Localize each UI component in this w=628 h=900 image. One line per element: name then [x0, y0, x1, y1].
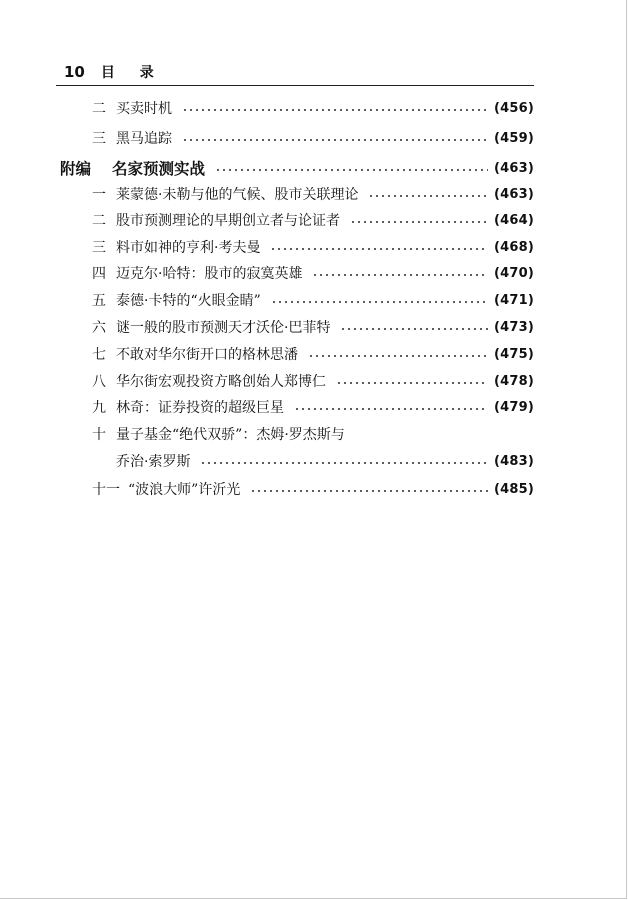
toc-entry	[64, 234, 534, 260]
entry-number: 七	[92, 347, 106, 363]
toc-entry	[64, 207, 534, 233]
leader-dots	[336, 382, 488, 384]
toc-entry	[64, 314, 534, 340]
entry-page: (479)	[493, 399, 534, 415]
toc-entry	[64, 260, 534, 286]
entry-title: 乔治·索罗斯	[116, 454, 191, 470]
entry-number: 十	[92, 427, 106, 443]
entry-title: 泰德·卡特的“火眼金睛”	[116, 293, 261, 309]
leader-dots	[182, 139, 488, 141]
leader-dots	[350, 221, 488, 223]
leader-dots	[271, 301, 488, 303]
entry-title: 料市如神的亨利·考夫曼	[116, 240, 261, 256]
entry-number: 四	[92, 266, 106, 282]
entry-number: 二	[92, 101, 106, 117]
leader-dots	[308, 355, 488, 357]
toc-entry-continuation	[64, 448, 534, 474]
entry-title: 莱蒙德·未勒与他的气候、股市关联理论	[116, 187, 359, 203]
entry-number: 十一	[92, 482, 120, 498]
entry-page: (468)	[493, 239, 534, 255]
toc-entry	[64, 368, 534, 394]
toc-part-heading	[60, 155, 534, 181]
leader-dots	[340, 328, 488, 330]
entry-number: 六	[92, 320, 106, 336]
entry-title: 华尔街宏观投资方略创始人郑博仁	[116, 374, 326, 390]
leader-dots	[200, 462, 488, 464]
leader-dots	[270, 248, 488, 250]
header-rule	[56, 85, 534, 86]
toc-entry	[64, 181, 534, 207]
entry-page: (485)	[493, 481, 534, 497]
entry-page: (473)	[493, 319, 534, 335]
entry-title: 股市预测理论的早期创立者与论证者	[116, 213, 340, 229]
toc-entry	[64, 125, 534, 151]
entry-page: (464)	[493, 212, 534, 228]
entry-page: (471)	[493, 292, 534, 308]
entry-number: 五	[92, 293, 106, 309]
toc-entry	[64, 95, 534, 121]
entry-number: 三	[92, 131, 106, 147]
entry-title: “波浪大师”许沂光	[128, 482, 241, 498]
toc-entry	[64, 287, 534, 313]
entry-title: 黑马追踪	[116, 131, 172, 147]
leader-dots	[368, 195, 488, 197]
entry-title: 迈克尔·哈特：股市的寂寞英雄	[116, 266, 303, 282]
entry-number: 一	[92, 187, 106, 203]
entry-page: (456)	[493, 100, 534, 116]
entry-title: 量子基金“绝代双骄”：杰姆·罗杰斯与	[116, 427, 345, 443]
entry-title: 林奇：证券投资的超级巨星	[116, 400, 284, 416]
leader-dots	[312, 274, 488, 276]
entry-number: 三	[92, 240, 106, 256]
leader-dots	[215, 169, 488, 171]
entry-page: (483)	[493, 453, 534, 469]
entry-page: (463)	[493, 186, 534, 202]
entry-title: 买卖时机	[116, 101, 172, 117]
entry-number: 九	[92, 400, 106, 416]
leader-dots	[294, 408, 488, 410]
leader-dots	[250, 490, 488, 492]
entry-page: (459)	[493, 130, 534, 146]
entry-title: 不敢对华尔街开口的格林思潘	[116, 347, 298, 363]
part-label: 附编	[60, 160, 92, 178]
running-header	[64, 62, 164, 82]
entry-page: (478)	[493, 373, 534, 389]
toc-entry	[64, 476, 534, 502]
entry-number: 二	[92, 213, 106, 229]
page-number: 10	[64, 63, 85, 81]
entry-page: (470)	[493, 265, 534, 281]
toc-entry	[64, 341, 534, 367]
entry-page: (475)	[493, 346, 534, 362]
leader-dots	[182, 109, 488, 111]
entry-page: (463)	[493, 160, 534, 176]
entry-number: 八	[92, 374, 106, 390]
entry-title: 谜一般的股市预测天才沃伦·巴菲特	[116, 320, 331, 336]
part-title: 名家预测实战	[112, 160, 206, 178]
toc-entry	[64, 421, 534, 447]
toc-entry	[64, 394, 534, 420]
header-title: 目 录	[100, 65, 164, 81]
